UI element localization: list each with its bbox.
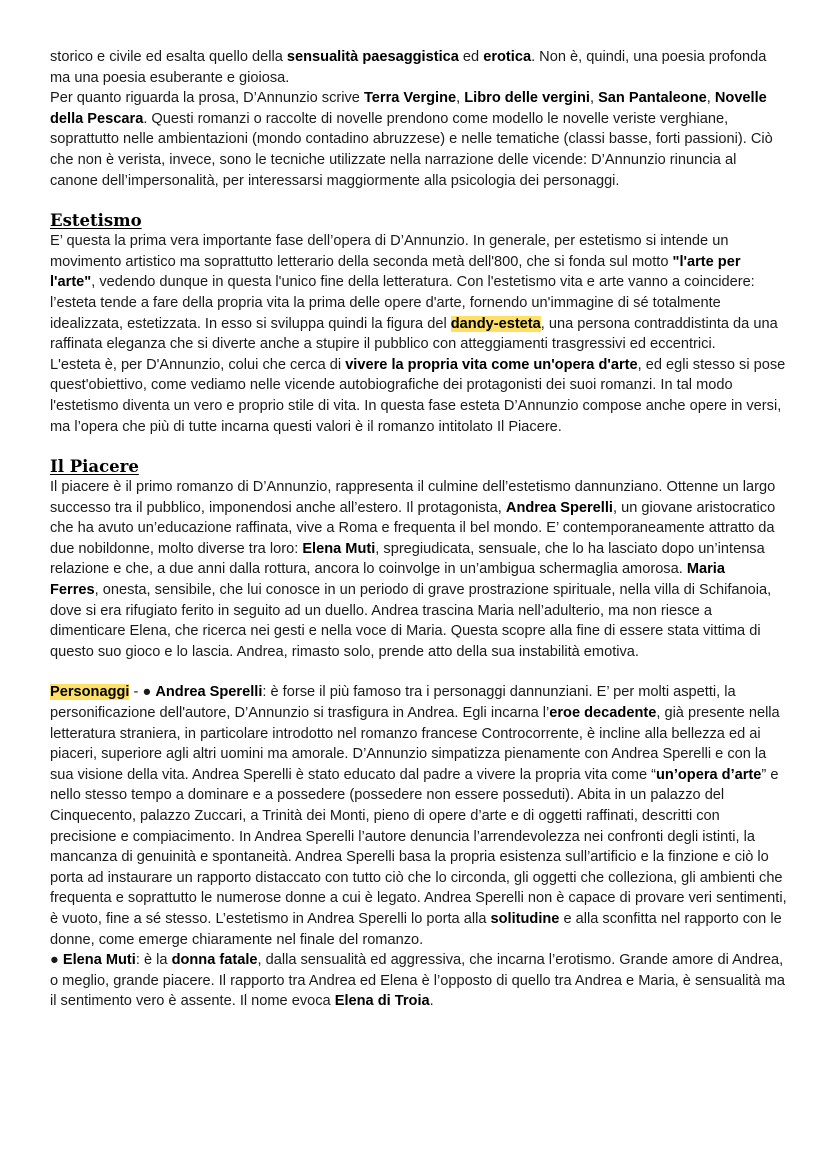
highlighted-term: dandy-esteta xyxy=(450,315,541,332)
bold-term: "l'arte per l'arte" xyxy=(50,253,741,291)
text-run: ed xyxy=(458,49,484,65)
text-run: . xyxy=(429,993,434,1010)
text-run: . Questi romanzi o raccolte di novelle prendono come modello le novelle veriste verghiane, soprattutto nelle ambientazioni (mondo contadino abruzzese) e nelle tematiche (classi basse, forti passioni). Ciò che non è verista, invece, sono le tecniche utilizzate nella narrazione delle vicende: D’Annunzio rinuncia al canone dell’impersonalità, per interessarsi maggiormente alla psicologia dei personaggi. xyxy=(50,110,773,189)
bold-term: erotica xyxy=(483,49,532,65)
text-run: : è la xyxy=(135,952,172,969)
text-run: e alla sconfitta nel rapporto con le donne, come emerge chiaramente nel finale del romanzo. xyxy=(50,910,782,948)
highlighted-term: Personaggi xyxy=(50,684,130,701)
bold-term: Elena di Troia xyxy=(334,993,430,1010)
bold-term: un’opera d’arte xyxy=(655,766,762,783)
text-run: - ● xyxy=(129,684,156,701)
bold-term: Andrea Sperelli xyxy=(155,684,263,701)
text-run: storico e civile ed esalta quello della xyxy=(50,49,287,65)
personaggi-andrea-paragraph xyxy=(50,682,788,950)
text-run: , vedendo dunque in questa l'unico fine della letteratura. Con l'estetismo vita e arte vanno a coincidere: l’esteta tende a fare della propria vita la prima delle opere d'arte, fornendo un'immagine di sé totalmente idealizzata, estetizzata. In esso si sviluppa quindi la figura del xyxy=(50,274,755,332)
bold-term: Novelle della Pescara xyxy=(50,90,767,127)
text-run: , spregiudicata, sensuale, che lo ha lasciato dopo un’intensa relazione e che, a due anni dalla rottura, ancora lo coinvolge in un’ambigua schermaglia amorosa. xyxy=(50,540,765,578)
text-run: , xyxy=(589,90,599,107)
bold-term: solitudine xyxy=(490,910,560,927)
text-run: , onesta, sensibile, che lui conosce in un periodo di grave prostrazione spirituale, nella villa di Schifanoia, dove si era rifugiato ferito in seguito ad un duello. Andrea trascina Maria nell’adulterio, ma non riesce a dimenticare Elena, che ricerca nei gesti e nella voce di Maria. Questa scopre alla fine di essere stata vittima di questo suo gioco e lo lascia. Andrea, rimasto solo, prende atto della sua instabilità emotiva. xyxy=(50,582,772,660)
text-run: , dalla sensualità ed aggressiva, che incarna l’erotismo. Grande amore di Andrea, o meglio, grande piacere. Il rapporto tra Andrea ed Elena è l’opposto di quello tra Andrea e Maria, è sensualità ma il sentimento vero è assente. Il nome evoca xyxy=(50,952,786,1010)
bold-term: San Pantaleone xyxy=(598,90,707,107)
text-run: L'esteta è, per D'Annunzio, colui che cerca di xyxy=(50,356,346,373)
text-run: E’ questa la prima vera importante fase dell’opera di D’Annunzio. In generale, per estetismo si intende un movimento artistico ma soprattutto letterario della seconda metà dell'800, che si fonda sul motto xyxy=(50,233,729,270)
text-run: , xyxy=(706,90,715,107)
bold-term: Ferres xyxy=(50,582,95,599)
piacere-paragraph-2 xyxy=(50,580,788,662)
text-run: Per quanto riguarda la prosa, D’Annunzio scrive xyxy=(50,90,364,107)
section-heading-il-piacere: Il Piacere xyxy=(50,457,139,477)
bold-term: Elena Muti xyxy=(302,540,376,557)
text-run: , ed egli stesso si pose quest'obiettivo, come vediamo nelle vicende autobiografiche dei protagonisti dei suoi romanzi. In tal modo l'estetismo diventa un vero e proprio stile di vita. In questa fase esteta D’Annunzio compose anche opere in versi, ma l’opera che più di tutte incarna questi valori è il romanzo intitolato Il Piacere. xyxy=(50,356,786,435)
intro-paragraph-1 xyxy=(50,47,788,88)
piacere-paragraph-1 xyxy=(50,477,788,580)
bold-term: Terra Vergine xyxy=(363,90,457,107)
text-run: . Non è, quindi, una poesia profonda ma una poesia esuberante e gioiosa. xyxy=(50,49,767,86)
estetismo-paragraph-2 xyxy=(50,355,788,437)
text-run: , una persona contraddistinta da una raffinata eleganza che si diverte anche a stupire il pubblico con atteggiamenti trasgressivi ed eccentrici. xyxy=(50,315,778,353)
text-run: Il piacere è il primo romanzo di D’Annunzio, rappresenta il culmine dell’estetismo dannunziano. Ottenne un largo successo tra il pubblico, imponendosi anche all’estero. Il protagonista, xyxy=(50,479,776,516)
estetismo-paragraph-1 xyxy=(50,231,788,355)
bold-term: Elena Muti xyxy=(62,952,136,969)
text-run: ” e nello stesso tempo a dominare e a possedere (possedere non essere posseduti). Abita in un palazzo del Cinquecento, palazzo Zuccari, a Trinità dei Monti, pieno di opere d’arte e di oggetti raffinati, descritti con precisione e compiacimento. In Andrea Sperelli l’autore denuncia l’arrendevolezza nei confronti degli istinti, la mancanza di genuinità e spontaneità. Andrea Sperelli basa la propria esistenza sull’artificio e la finzione e ciò lo porta ad instaurare un rapporto distaccato con tutto ciò che lo circonda, gli oggetti che colleziona, gli ambienti che frequenta e soprattutto le numerose donne a cui è legato. Andrea Sperelli non è capace di provare veri sentimenti, è vuoto, fine a sé stesso. L’estetismo in Andrea Sperelli lo porta alla xyxy=(50,766,787,927)
text-run: ● xyxy=(50,952,63,969)
text-run: , già presente nella letteratura straniera, in particolare introdotto nel romanzo francese Controcorrente, è incline alla bellezza ed ai piaceri, superiore agli altri uomini ma amorale. D’Annunzio simpatizza pienamente con Andrea Sperelli e con la sua visione della vita. Andrea Sperelli è stato educato dal padre a vivere la propria vita come “ xyxy=(50,705,780,783)
bold-term: sensualità paesaggistica xyxy=(286,49,459,65)
bold-term: Libro delle vergini xyxy=(464,90,590,107)
bold-term: Andrea Sperelli xyxy=(505,499,613,516)
bold-term: donna fatale xyxy=(171,952,258,969)
text-run: : è forse il più famoso tra i personaggi dannunziani. E’ per molti aspetti, la personificazione dell'autore, D’Annunzio si trasfigura in Andrea. Egli incarna l’ xyxy=(50,684,736,722)
intro-paragraph-2 xyxy=(50,88,788,191)
text-run: , xyxy=(456,90,465,107)
bold-term: vivere la propria vita come un'opera d'arte xyxy=(345,356,638,373)
personaggi-elena-paragraph xyxy=(50,950,788,1012)
section-heading-estetismo: Estetismo xyxy=(50,211,142,231)
bold-term: Maria xyxy=(686,561,725,578)
text-run: , un giovane aristocratico che ha avuto un’educazione raffinata, vive a Roma e frequenta il bel mondo. E’ contemporaneamente attratto da due nobildonne, molto diverse tra loro: xyxy=(50,499,776,557)
bold-term: eroe decadente xyxy=(549,705,657,722)
